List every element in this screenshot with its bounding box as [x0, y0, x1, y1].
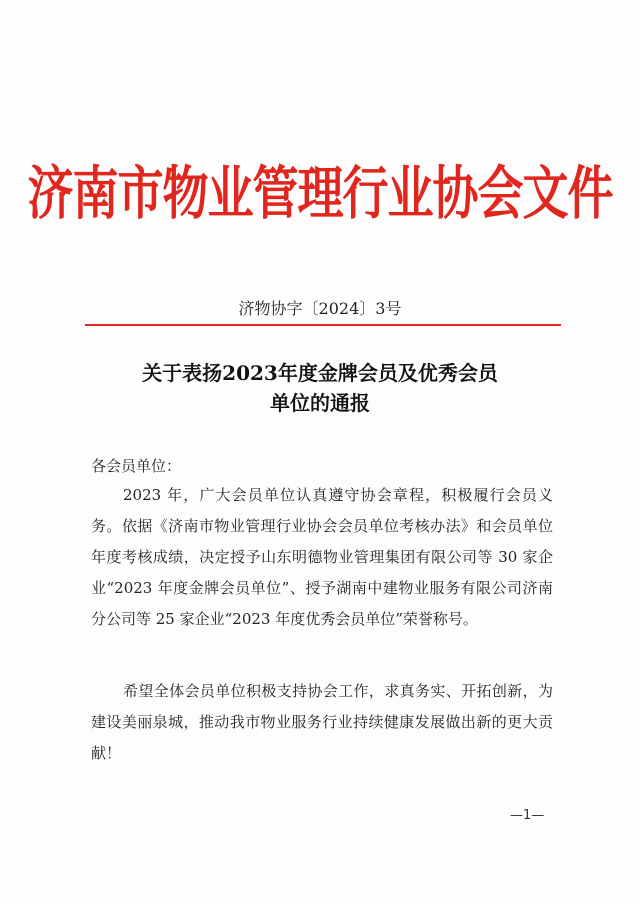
subject-line-2: 单位的通报 — [270, 391, 370, 415]
document-number: 济物协字〔2024〕3号 — [238, 299, 402, 318]
subject-line-1: 关于表扬2023年度金牌会员及优秀会员 — [142, 361, 498, 385]
red-divider-line — [85, 324, 561, 326]
page-number: —1— — [510, 808, 545, 823]
body-paragraph: 希望全体会员单位积极支持协会工作，求真务实、开拓创新，为建设美丽泉城，推动我市物业服务行业持续健康发展做出新的更大贡献！ — [91, 682, 553, 762]
salutation: 各会员单位： — [91, 457, 182, 475]
body-paragraph: 2023 年，广大会员单位认真遵守协会章程，积极履行会员义务。依据《济南市物业管理行业协会会员单位考核办法》和会员单位年度考核成绩，决定授予山东明德物业管理集团有限公司等 30 家企业“2023 年度金牌会员单位”、授予湖南中建物业服务有限公司济南分公司等 25 家企业“2023 年度优秀会员单位”荣誉称号。 — [91, 486, 553, 628]
document-header-title: 济南市物业管理行业协会文件 — [27, 159, 613, 227]
document-subject — [0, 358, 640, 418]
